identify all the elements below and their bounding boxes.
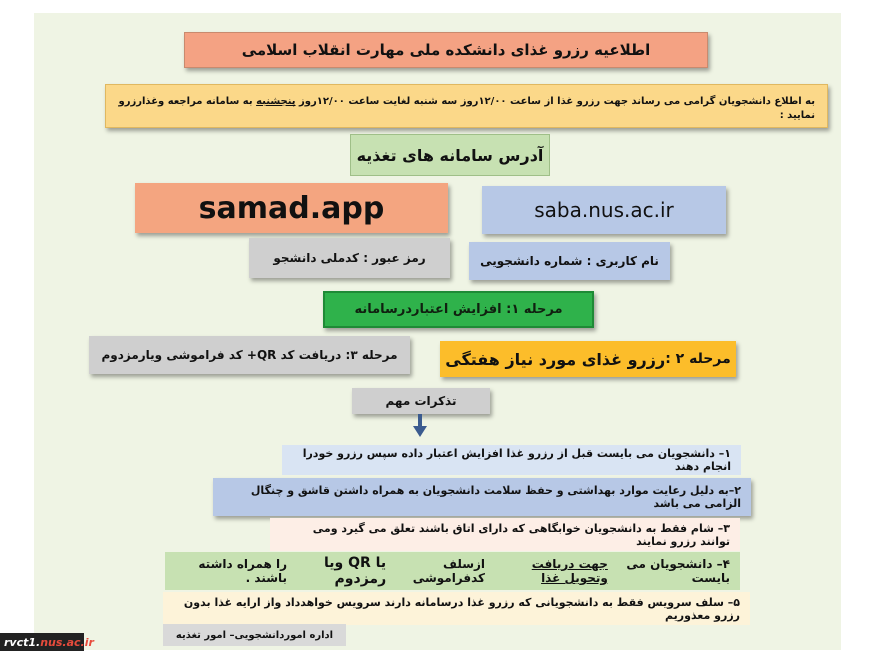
step-1-box: مرحله ۱: افزایش اعتباردرسامانه [323,291,594,328]
reminder-item-3: ۳– شام فقط به دانشجویان خوابگاهی که دارای اتاق باشند تعلق می گیرد ومی توانند رزرو نمایند [270,518,740,551]
site-watermark [0,633,94,651]
step-2-main: رزرو غذای مورد نیاز هفتگی [445,349,666,369]
step-2-prefix: مرحله ۲ : [665,351,731,367]
address-heading: آدرس سامانه های تغذیه [350,134,550,176]
reminders-heading: تذکرات مهم [352,388,490,414]
step-2-box [440,341,736,377]
reminder-item-4 [165,552,740,590]
watermark-lead: rvct1. [4,635,41,649]
watermark-domain: nus.ac.ir [40,635,94,649]
item-4-part-e: را همراه داشته باشند . [198,557,288,585]
notice-text-after: به سامانه مراجعه وغذارزرو نمایید : [118,96,815,121]
reminder-item-1: ۱– دانشجویان می بایست قبل از رزرو غذا افزایش اعتبار داده سپس رزرو خودرا انجام دهند [282,445,741,475]
username-info: نام کاربری : شماره دانشجویی [469,242,670,280]
reminder-item-5: ۵– سلف سرویس فقط به دانشجویانی که رزرو غذا درسامانه دارند سرویس خواهدداد واز ارایه غذا بدون رزرو معذوریم [163,592,750,625]
item-4-part-b: جهت دریافت وتحویل غذا [531,557,608,585]
reservation-notice [105,84,828,128]
office-signature: اداره اموردانشجویی– امور تغذیه [163,624,346,646]
saba-address[interactable]: saba.nus.ac.ir [482,186,726,234]
page-title: اطلاعیه رزرو غذای دانشکده ملی مهارت انقلاب اسلامی [184,32,708,68]
notice-text [118,95,815,123]
item-4-part-d: یا QR ویا رمزدوم [323,555,387,587]
password-info: رمز عبور : کدملی دانشجو [249,238,450,278]
step-3-box: مرحله ۳: دریافت کد QR+ کد فراموشی ویارمزدوم [89,336,410,374]
item-4-part-c: ازسلف کدفراموشی [412,557,486,585]
samad-address[interactable]: samad.app [135,183,448,233]
reminder-item-2: ۲–به دلیل رعایت موارد بهداشتی و حفظ سلامت دانشجویان به همراه داشتن قاشق و چنگال الزامی می باشد [213,478,751,516]
arrow-down-icon [412,414,428,438]
notice-text-thursday: پنجشنبه [256,96,296,107]
notice-text-before: به اطلاع دانشجویان گرامی می رساند جهت رزرو غذا از ساعت ۱۲/۰۰روز سه شنبه لغایت ساعت ۱۲/۰۰روز [295,96,815,107]
item-4-part-a: ۴– دانشجویان می بایست [626,557,730,585]
